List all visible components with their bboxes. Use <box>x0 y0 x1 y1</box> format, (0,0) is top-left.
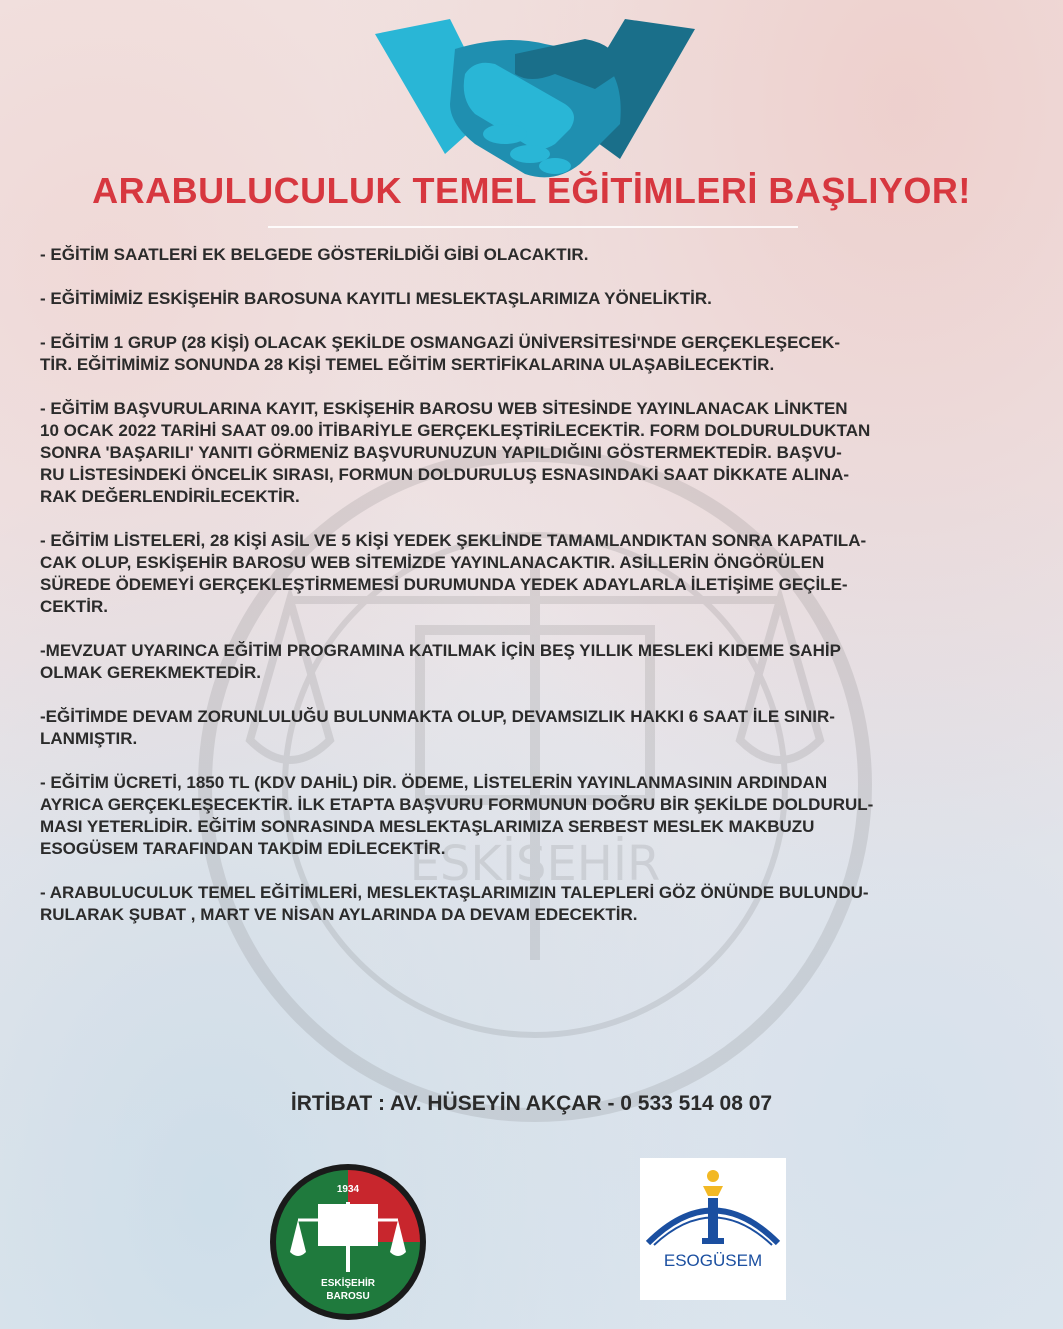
paragraph-registration: - EĞİTİM BAŞVURULARINA KAYIT, ESKİŞEHİR BAROSU WEB SİTESİNDE YAYINLANACAK LİNKTEN 10 OCAK 2022 TARİHİ SAAT 09.00 İTİBARİYLE GERÇEKLEŞTİRİLECEKTİR. FORM DOLDURULDUKTAN SONRA 'BAŞARILI' YANITI GÖRMENİZ BAŞVURUNUZUN YAPILDIĞINI GÖSTERMEKTEDİR. BAŞVU- RU LİSTESİNDEKİ ÖNCELİK SIRASI, FORMUN DOLDURULUŞ ESNASINDAKİ SAAT DİKKATE ALINA- RAK DEĞERLENDİRİLECEKTİR. <box>40 399 871 506</box>
title-divider <box>268 226 798 228</box>
paragraph-lists: - EĞİTİM LİSTELERİ, 28 KİŞİ ASİL VE 5 KİŞİ YEDEK ŞEKLİNDE TAMAMLANDIKTAN SONRA KAPATILA- CAK OLUP, ESKİŞEHİR BAROSU WEB SİTEMİZDE YAYINLANACAKTIR. ASİLLERİN ÖNGÖRÜLEN SÜREDE ÖDEMEYİ GERÇEKLEŞTİRMEMESİ DURUMUNDA YEDEK ADAYLARLA İLETİŞİME GEÇİLE- CEKTİR. <box>40 531 867 616</box>
paragraph-target-audience: - EĞİTİMİMİZ ESKİŞEHİR BAROSUNA KAYITLI MESLEKTAŞLARIMIZA YÖNELİKTİR. <box>40 289 712 308</box>
watermark-text: ESKİŞEHİR <box>409 836 661 892</box>
esogusem-arch-icon <box>640 1158 786 1253</box>
contact-info: İRTİBAT : AV. HÜSEYİN AKÇAR - 0 533 514 08 07 <box>290 1092 773 1115</box>
paragraph-training-hours: - EĞİTİM SAATLERİ EK BELGEDE GÖSTERİLDİĞİ GİBİ OLACAKTIR. <box>40 245 589 264</box>
eskisehir-barosu-logo <box>268 1162 428 1322</box>
announcement-body <box>40 244 1024 948</box>
esogusem-name: ESOGÜSEM <box>663 1251 763 1270</box>
baro-name-line1: ESKİŞEHİR <box>321 1278 375 1289</box>
paragraph-attendance: -EĞİTİMDE DEVAM ZORUNLULUĞU BULUNMAKTA OLUP, DEVAMSIZLIK HAKKI 6 SAAT İLE SINIR- LANMIŞTIR. <box>40 707 835 748</box>
baro-name-line2: BAROSU <box>326 1291 370 1302</box>
paragraph-continuation: - ARABULUCULUK TEMEL EĞİTİMLERİ, MESLEKTAŞLARIMIZIN TALEPLERİ GÖZ ÖNÜNDE BULUNDU- RULARAK ŞUBAT , MART VE NİSAN AYLARINDA DA DEVAM EDECEKTİR. <box>40 883 869 924</box>
esogusem-logo <box>640 1158 786 1300</box>
paragraph-group-size: - EĞİTİM 1 GRUP (28 KİŞİ) OLACAK ŞEKİLDE OSMANGAZİ ÜNİVERSİTESİ'NDE GERÇEKLEŞECEK- TİR. EĞİTİMİMİZ SONUNDA 28 KİŞİ TEMEL EĞİTİM SERTİFİKALARINA ULAŞABİLECEKTİR. <box>40 333 840 374</box>
handshake-icon <box>355 14 715 189</box>
paragraph-fee: - EĞİTİM ÜCRETİ, 1850 TL (KDV DAHİL) DİR. ÖDEME, LİSTELERİN YAYINLANMASININ ARDINDAN AYRICA GERÇEKLEŞECEKTİR. İLK ETAPTA BAŞVURU FORMUNUN DOĞRU BİR ŞEKİLDE DOLDURUL- MASI YETERLİDİR. EĞİTİM SONRASINDA MESLEKTAŞLARIMIZA SERBEST MESLEK MAKBUZU ESOGÜSEM TARAFINDAN TAKDİM EDİLECEKTİR. <box>40 773 874 858</box>
baro-year: 1934 <box>336 1184 360 1195</box>
page-title: ARABULUCULUK TEMEL EĞİTİMLERİ BAŞLIYOR! <box>92 170 971 211</box>
paragraph-regulation: -MEVZUAT UYARINCA EĞİTİM PROGRAMINA KATILMAK İÇİN BEŞ YILLIK MESLEKİ KIDEME SAHİP OLMAK GEREKMEKTEDİR. <box>40 641 841 682</box>
